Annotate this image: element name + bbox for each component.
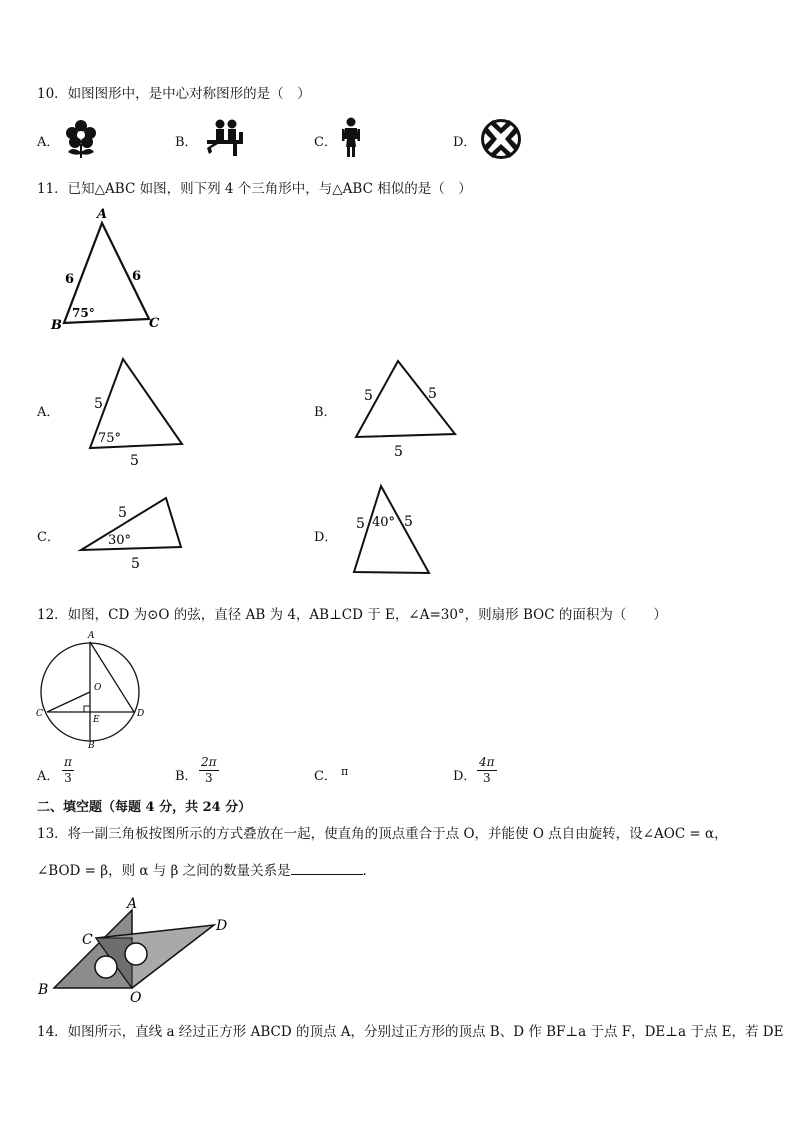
q11-triangle-a (80, 352, 200, 470)
q11-vertex-a: A (97, 207, 108, 222)
q13-label-d: D (216, 918, 228, 934)
q11-side-ac: 6 (132, 269, 142, 284)
q10-option-d-label: D． (453, 135, 477, 150)
q12-option-d-label: D． (453, 769, 477, 784)
q11-tri-d-left: 5 (356, 516, 365, 532)
q12-answer-c: π (341, 765, 349, 778)
q13-line1: 13．将一副三角板按图所示的方式叠放在一起，使直角的顶点重合于点 O，并能使 O 点自由旋转，设∠AOC = α， (37, 826, 728, 842)
q11-tri-b-base: 5 (394, 444, 403, 460)
q13-label-b: B (38, 982, 49, 998)
q12-label-e: E (93, 715, 100, 725)
q12-answer-d-num: 4π (479, 755, 495, 769)
q11-tri-b-right: 5 (428, 386, 437, 402)
q11-vertex-c: C (149, 316, 160, 331)
q11-tri-a-angle: 75° (98, 431, 122, 446)
q12-answer-a-den: 3 (64, 771, 72, 785)
q14-text: 14．如图所示，直线 a 经过正方形 ABCD 的顶点 A，分别过正方形的顶点 B、D 作 BF⊥a 于点 F，DE⊥a 于点 E，若 DE (37, 1024, 784, 1040)
q12-answer-d (477, 755, 497, 786)
q11-tri-c-angle: 30° (108, 533, 132, 548)
q12-answer-b-den: 3 (204, 771, 213, 785)
q11-triangle-c (76, 490, 191, 572)
q12-text: 12．如图，CD 为⊙O 的弦，直径 AB 为 4，AB⊥CD 于 E，∠A=30°，则扇形 BOC 的面积为（ ） (37, 607, 667, 623)
q10-option-b-label: B． (175, 135, 198, 150)
q12-label-b: B (88, 741, 95, 751)
q11-tri-c-side: 5 (118, 505, 127, 521)
q12-label-c: C (36, 709, 43, 719)
q12-answer-a (62, 755, 74, 786)
q13-line2-text: ∠BOD = β，则 α 与 β 之间的数量关系是 (37, 863, 291, 879)
flower-icon (62, 118, 100, 160)
q12-option-b-label: B． (175, 769, 198, 784)
q12-option-c-label: C． (314, 769, 337, 784)
q13-answer-blank[interactable] (291, 862, 363, 875)
q11-option-d-label: D． (314, 530, 338, 545)
q12-label-o: O (94, 683, 102, 693)
q11-triangle-b (348, 352, 463, 460)
person-standing-icon (340, 117, 362, 159)
q10-text: 10．如图图形中，是中心对称图形的是（ ） (37, 86, 311, 102)
q11-tri-a-base: 5 (130, 453, 139, 469)
q11-main-triangle (45, 205, 175, 335)
q12-answer-b (199, 755, 219, 786)
q11-tri-d-angle: 40° (372, 515, 396, 530)
q10-option-a-label: A． (37, 135, 60, 150)
q12-circle-figure (34, 626, 152, 754)
q11-tri-c-base: 5 (131, 556, 140, 572)
q11-text: 11．已知△ABC 如图，则下列 4 个三角形中，与△ABC 相似的是（ ） (37, 181, 472, 197)
section-title: 二、填空题（每题 4 分，共 24 分） (37, 800, 252, 815)
q12-answer-b-num: 2π (201, 755, 217, 769)
two-people-sitting-icon (203, 118, 245, 158)
q10-option-c-label: C． (314, 135, 337, 150)
q12-option-a-label: A． (37, 769, 60, 784)
q11-triangle-d (346, 480, 441, 580)
q11-angle-b: 75° (72, 306, 95, 320)
q13-label-c: C (82, 932, 93, 948)
q11-option-c-label: C． (37, 530, 60, 545)
q13-triangles-figure (36, 890, 236, 1005)
q13-label-a: A (127, 896, 138, 912)
q11-option-a-label: A． (37, 405, 60, 420)
q11-side-ab: 6 (65, 272, 75, 287)
q11-tri-d-right: 5 (404, 514, 413, 530)
q12-answer-d-den: 3 (482, 771, 491, 785)
q12-answer-a-num: π (64, 755, 72, 769)
q11-tri-a-side: 5 (94, 396, 103, 412)
q13-line2-end: ． (362, 863, 377, 879)
q11-tri-b-left: 5 (364, 388, 373, 404)
circle-x-icon (479, 117, 523, 161)
q12-label-a: A (88, 631, 95, 641)
q11-vertex-b: B (51, 318, 62, 333)
q13-line2 (37, 859, 376, 879)
q11-option-b-label: B． (314, 405, 337, 420)
q13-label-o: O (130, 990, 142, 1005)
q12-label-d: D (137, 709, 145, 719)
